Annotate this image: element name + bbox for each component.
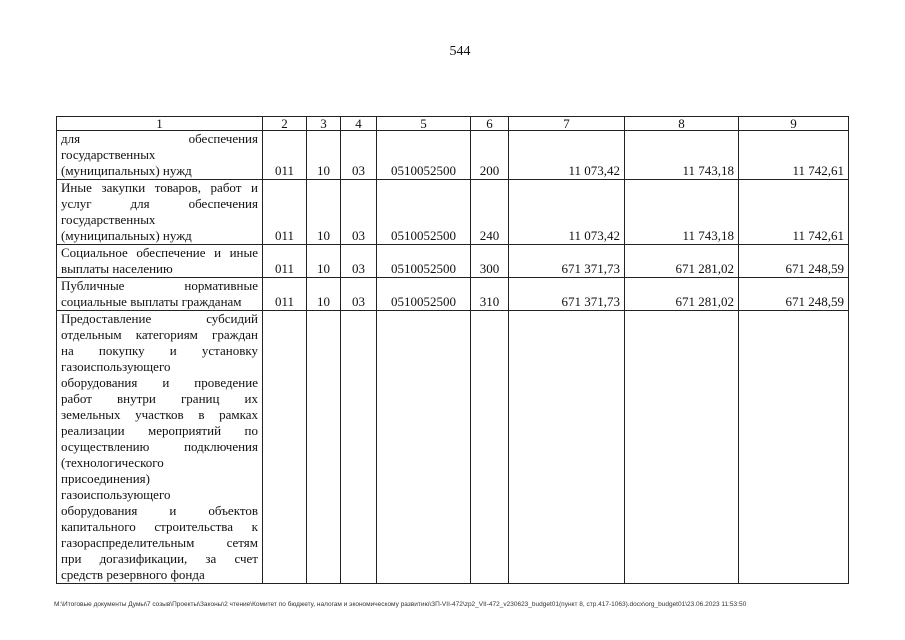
header-cell: 7 (509, 117, 625, 131)
row-name-line: выплаты населению (61, 261, 173, 276)
table-cell: 011 (263, 131, 307, 180)
row-name-line: оборудования и объектов (61, 503, 258, 518)
row-name-line: при догазификации, за счет (61, 551, 258, 566)
table-cell (509, 311, 625, 584)
row-name-cell (57, 131, 263, 180)
table-cell (471, 311, 509, 584)
row-name-cell (57, 180, 263, 245)
header-cell: 2 (263, 117, 307, 131)
table-cell: 671 281,02 (625, 278, 739, 311)
row-name-line: для обеспечения (61, 131, 258, 146)
table-row (57, 278, 849, 311)
table-cell: 11 073,42 (509, 131, 625, 180)
table-cell: 11 743,18 (625, 131, 739, 180)
row-name-line: социальные выплаты гражданам (61, 294, 242, 309)
table-cell: 11 742,61 (739, 131, 849, 180)
row-name-line: государственных (61, 147, 156, 162)
table-cell: 011 (263, 245, 307, 278)
table-cell: 11 073,42 (509, 180, 625, 245)
file-path-footer: М:\Итоговые документы Думы\7 созыв\Проекты\Законы\2 чтение\Комитет по бюджету, налогам и экономическому развитию\ЗП-VII-472\zp2_VII-472_v230623_budget01(пункт 8, стр.417-1063).docx\org_budget01\23.06.2023 11:53:50 (54, 601, 747, 608)
table-cell: 10 (307, 245, 341, 278)
header-row (57, 117, 849, 131)
page-number: 544 (449, 44, 471, 59)
row-name-line: средств резервного фонда (61, 567, 205, 582)
row-name-line: Публичные нормативные (61, 278, 258, 293)
table-row (57, 131, 849, 180)
table-cell: 671 248,59 (739, 245, 849, 278)
table-cell: 310 (471, 278, 509, 311)
row-name-line: услуг для обеспечения (61, 196, 258, 211)
row-name-cell (57, 278, 263, 311)
table-cell: 0510052500 (377, 131, 471, 180)
table-cell: 240 (471, 180, 509, 245)
header-cell: 5 (377, 117, 471, 131)
table-cell: 03 (341, 131, 377, 180)
table-cell: 10 (307, 180, 341, 245)
header-cell: 6 (471, 117, 509, 131)
table-cell: 671 371,73 (509, 245, 625, 278)
table-cell: 0510052500 (377, 180, 471, 245)
table-cell: 10 (307, 131, 341, 180)
table-cell (739, 311, 849, 584)
row-name-line: капитального строительства к (61, 519, 258, 534)
table-cell: 11 743,18 (625, 180, 739, 245)
table-cell: 10 (307, 278, 341, 311)
table-row (57, 311, 849, 584)
header-cell: 8 (625, 117, 739, 131)
row-name-line: (муниципальных) нужд (61, 228, 192, 243)
row-name-line: Предоставление субсидий (61, 311, 258, 326)
table-cell (625, 311, 739, 584)
row-name-line: реализации мероприятий по (61, 423, 258, 438)
row-name-line: на покупку и установку (61, 343, 258, 358)
table-cell (263, 311, 307, 584)
table-cell: 03 (341, 245, 377, 278)
table-cell: 03 (341, 180, 377, 245)
table-cell (377, 311, 471, 584)
row-name-line: Социальное обеспечение и иные (61, 245, 258, 260)
table-row (57, 245, 849, 278)
table-cell: 0510052500 (377, 278, 471, 311)
table-cell: 671 371,73 (509, 278, 625, 311)
row-name-line: отдельным категориям граждан (61, 327, 258, 342)
header-cell: 9 (739, 117, 849, 131)
table-cell: 011 (263, 180, 307, 245)
budget-table (56, 116, 849, 584)
row-name-line: государственных (61, 212, 156, 227)
row-name-line: (технологического (61, 455, 164, 470)
table-cell: 671 248,59 (739, 278, 849, 311)
row-name-cell (57, 311, 263, 584)
row-name-line: газоиспользующего (61, 487, 171, 502)
row-name-line: газораспределительным сетям (61, 535, 258, 550)
row-name-line: газоиспользующего (61, 359, 171, 374)
row-name-cell (57, 245, 263, 278)
table-cell: 11 742,61 (739, 180, 849, 245)
table-cell: 0510052500 (377, 245, 471, 278)
row-name-line: (муниципальных) нужд (61, 163, 192, 178)
table-cell: 300 (471, 245, 509, 278)
table-cell: 200 (471, 131, 509, 180)
row-name-line: Иные закупки товаров, работ и (61, 180, 258, 195)
row-name-line: присоединения) (61, 471, 150, 486)
table-cell: 671 281,02 (625, 245, 739, 278)
table-row (57, 180, 849, 245)
row-name-line: осуществлению подключения (61, 439, 258, 454)
row-name-line: земельных участков в рамках (61, 407, 258, 422)
row-name-line: работ внутри границ их (61, 391, 258, 406)
table-cell: 03 (341, 278, 377, 311)
table-cell: 011 (263, 278, 307, 311)
table-cell (307, 311, 341, 584)
row-name-line: оборудования и проведение (61, 375, 258, 390)
header-cell: 3 (307, 117, 341, 131)
header-cell: 4 (341, 117, 377, 131)
table-cell (341, 311, 377, 584)
header-cell: 1 (57, 117, 263, 131)
